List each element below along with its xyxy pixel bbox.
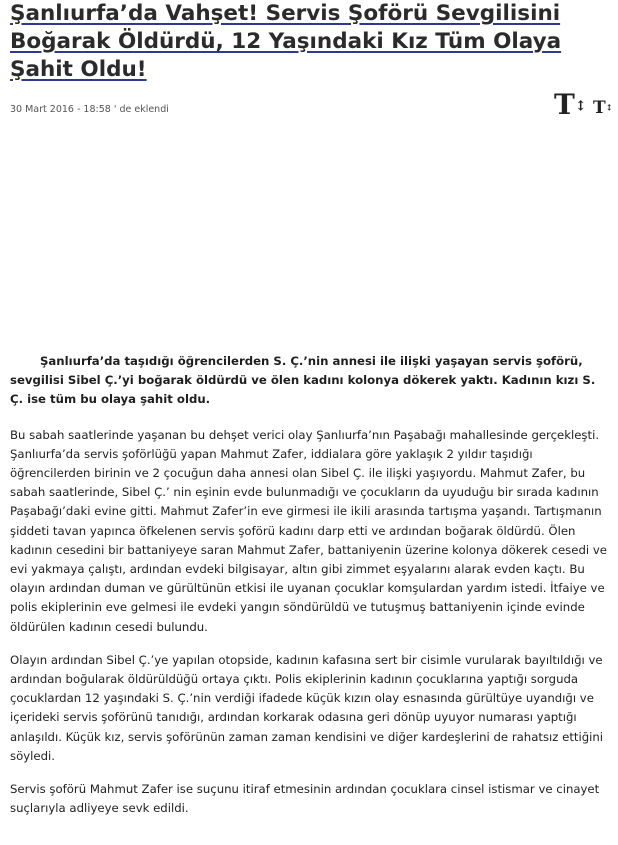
font-increase-label: T bbox=[554, 88, 575, 121]
font-decrease-arrow-icon: ↕ bbox=[605, 103, 613, 114]
article-title[interactable]: Şanlıurfa’da Vahşet! Servis Şoförü Sevgilisini Boğarak Öldürdü, 12 Yaşındaki Kız Tüm Olaya Şahit Oldu! bbox=[10, 1, 562, 82]
article-paragraph: Bu sabah saatlerinde yaşanan bu dehşet verici olay Şanlıurfa’nın Paşabağı mahallesinde gerçekleşti. Şanlıurfa’da servis şoförlüğü yapan Mahmut Zafer, iddialara göre yaklaşık 2 yıldır taşıdığı öğrencilerden birinin ve 2 çocuğun daha annesi olan Sibel Ç. ile ilişki yaşıyordu. Mahmut Zafer, bu sabah saatlerinde, Sibel Ç.’ nin eşinin evde bulunmadığı ve çocukların da uyuduğu bir sırada kadının Paşabağı’daki evine gitti. Mahmut Zafer’in eve girmesi ile ikili arasında tartışma yaşandı. Tartışmanın şiddeti tavan yapınca öfkelenen servis şoförü kadını darp etti ve ardından boğarak öldürdü. Ölen kadının cesedini bir battaniyeye saran Mahmut Zafer, battaniyenin üzerine kolonya dökerek cesedi ve evi yakmaya çalıştı, ardından evdeki bilgisayar, altın gibi zimmet eşyalarını alarak evden kaçtı. Bu olayın ardından duman ve gürültünün etkisi ile uyanan çocuklar komşulardan yardım istedi. İtfaiye ve polis ekiplerinin eve gelmesi ile evdeki yangın söndürüldü ve tutuşmuş battaniyenin içinde evinde öldürülen kadının cesedi bulundu. bbox=[10, 427, 607, 634]
font-size-controls bbox=[552, 90, 616, 124]
article-paragraph: Servis şoförü Mahmut Zafer ise suçunu itiraf etmesinin ardından çocuklara cinsel istismar ve cinayet suçlarıyla adliyeye sevk edildi. bbox=[10, 782, 600, 816]
font-size-increase-button[interactable] bbox=[554, 90, 587, 122]
font-increase-arrow-icon: ↕ bbox=[574, 98, 587, 115]
font-size-decrease-button[interactable] bbox=[593, 98, 613, 119]
article-media-placeholder bbox=[10, 130, 608, 345]
publish-date: 30 Mart 2016 - 18:58 ' de eklendi bbox=[10, 104, 169, 115]
article-paragraph: Olayın ardından Sibel Ç.’ye yapılan otopside, kadının kafasına sert bir cisimle vurularak bayıltıldığı ve ardından boğularak öldürüldüğü ortaya çıktı. Polis ekiplerinin kadının çocuklarına yaptığı sorguda çocuklardan 12 yaşındaki S. Ç.’nin verdiği ifadede küçük kızın olay esnasında gürültüye uyandığı ve içerideki servis şoförünü tanıdığı, ardından korkarak odasına geri dönüp uyuyor numarası yaptığı anlaşıldı. Küçük kız, servis şoförünün zaman zaman kendisini ve diğer kardeşlerini de rahatsız ettiğini söyledi. bbox=[10, 652, 604, 763]
article-body bbox=[10, 352, 610, 832]
font-decrease-label: T bbox=[593, 98, 606, 118]
article-lead: Şanlıurfa’da taşıdığı öğrencilerden S. Ç.’nin annesi ile ilişki yaşayan servis şoförü, sevgilisi Sibel Ç.’yi boğarak öldürdü ve ölen kadını kolonya dökerek yaktı. Kadının kızı S. Ç. ise tüm bu olaya şahit oldu. bbox=[10, 354, 596, 407]
